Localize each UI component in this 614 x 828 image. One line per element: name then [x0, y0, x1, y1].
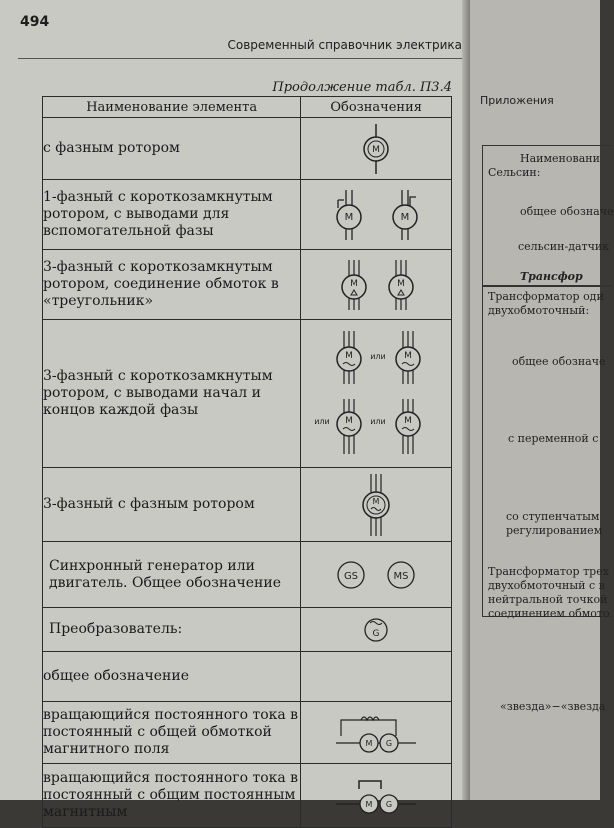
symbol-cell — [301, 250, 452, 320]
table-row — [43, 542, 452, 608]
table-row — [43, 652, 452, 702]
table-row — [43, 320, 452, 468]
right-col-header: Наименовани — [520, 152, 600, 165]
table-header-row — [43, 97, 452, 118]
svg-text:M: M — [345, 350, 354, 361]
right-item: общее обозначе — [512, 355, 606, 368]
right-item: сельсин-датчик — [518, 240, 610, 253]
row-name: 3-фазный с фазным ротором — [43, 468, 301, 542]
synchronous-machine-icons — [321, 555, 431, 595]
column-header-name: Наименование элемента — [43, 97, 301, 118]
right-item: с переменной с — [508, 432, 599, 445]
right-section-title: Трансфор — [520, 270, 583, 283]
six-terminal-motor-icons — [306, 329, 446, 459]
right-item: общее обозначе — [520, 205, 614, 218]
row-name: Преобразователь: — [43, 608, 301, 652]
symbol-cell — [301, 764, 452, 828]
row-name: 1-фазный с короткозамкнутым ротором, с выводами для вспомогательной фазы — [43, 180, 301, 250]
table-continuation-label: Продолжение табл. П3.4 — [272, 80, 452, 95]
svg-text:M: M — [372, 496, 380, 506]
symbol-cell — [301, 608, 452, 652]
svg-text:G: G — [386, 799, 393, 809]
three-phase-wound-rotor-icon — [351, 474, 401, 536]
symbol-cell — [301, 118, 452, 180]
right-item: «звезда»−«звезда — [500, 700, 606, 713]
or-label: или — [370, 351, 386, 361]
svg-text:M: M — [344, 211, 354, 223]
table-row — [43, 180, 452, 250]
table-row — [43, 702, 452, 764]
row-name: 3-фазный с короткозамкнутым ротором, соединение обмоток в «треугольник» — [43, 250, 301, 320]
single-phase-motor-icons — [316, 185, 436, 245]
gs-symbol: GS — [344, 570, 359, 582]
table-row — [43, 250, 452, 320]
right-item: со ступенчатым — [506, 510, 600, 523]
symbol-cell — [301, 702, 452, 764]
header-rule — [18, 58, 470, 59]
right-page — [470, 0, 614, 800]
svg-text:M: M — [397, 278, 406, 289]
column-header-symbol: Обозначения — [301, 97, 452, 118]
converter-icon — [356, 613, 396, 647]
table-row — [43, 764, 452, 828]
right-running-head: Приложения — [480, 94, 554, 107]
svg-text:M: M — [372, 144, 381, 155]
right-item: регулированием — [506, 524, 603, 537]
row-name: общее обозначение — [43, 652, 301, 702]
svg-text:M: M — [365, 799, 373, 809]
right-item: Трансформатор трех — [488, 565, 609, 578]
symbols-table — [42, 96, 452, 828]
delta-motor-icons — [321, 255, 431, 315]
row-name: Синхронный генератор или двигатель. Общее обозначение — [43, 542, 301, 608]
svg-text:G: G — [372, 628, 380, 639]
symbol-cell — [301, 320, 452, 468]
svg-text:M: M — [345, 415, 354, 426]
right-item: нейтральной точкой — [488, 593, 608, 606]
row-name: вращающийся постоянного тока в постоянный с общим постоянным магнитным — [43, 764, 301, 828]
running-head: Современный справочник электрика — [227, 38, 462, 52]
symbol-cell — [301, 542, 452, 608]
symbol-cell — [301, 468, 452, 542]
row-name: 3-фазный с короткозамкнутым ротором, с выводами начал и концов каждой фазы — [43, 320, 301, 468]
right-item: двухобмоточный с в — [488, 579, 605, 592]
right-item: Сельсин: — [488, 166, 541, 179]
dc-dc-converter-shared-field-icon — [331, 708, 421, 758]
svg-text:G: G — [386, 738, 393, 748]
svg-text:M: M — [404, 350, 413, 361]
right-item: соединением обмото — [488, 607, 610, 620]
ms-symbol: MS — [393, 570, 409, 582]
or-label: или — [370, 416, 386, 426]
table-row — [43, 608, 452, 652]
right-item: двухобмоточный: — [488, 304, 590, 317]
row-name: вращающийся постоянного тока в постоянный с общей обмоткой магнитного поля — [43, 702, 301, 764]
right-item: Трансформатор оди — [488, 290, 604, 303]
motor-wound-rotor-icon — [356, 124, 396, 174]
svg-text:M: M — [400, 211, 410, 223]
dc-dc-converter-permanent-magnet-icon — [331, 771, 421, 821]
svg-text:M: M — [404, 415, 413, 426]
table-row — [43, 468, 452, 542]
svg-text:M: M — [350, 278, 359, 289]
svg-text:M: M — [365, 738, 373, 748]
symbol-cell — [301, 180, 452, 250]
table-row — [43, 118, 452, 180]
symbol-cell — [301, 652, 452, 702]
page-number: 494 — [20, 14, 50, 30]
row-name: с фазным ротором — [43, 118, 301, 180]
or-label: или — [314, 416, 330, 426]
